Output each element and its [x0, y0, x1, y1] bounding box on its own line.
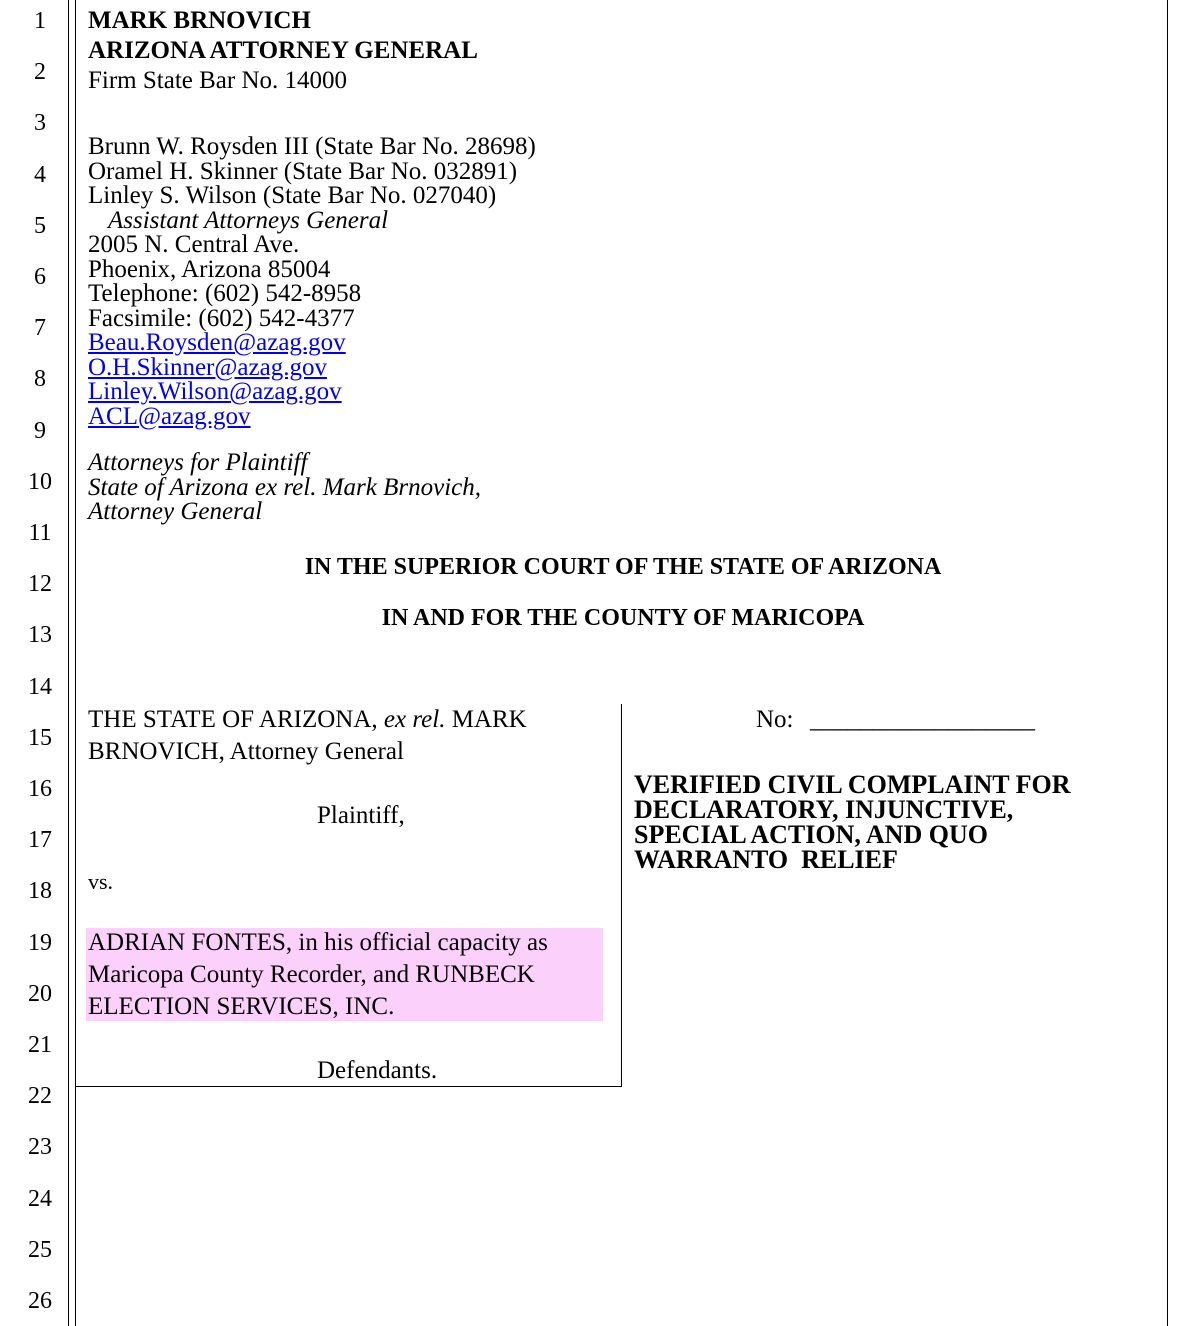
defendants-label: Defendants. [317, 1057, 438, 1084]
line-number: 1 [34, 8, 46, 34]
attorney-general-name: MARK BRNOVICH [88, 7, 311, 34]
counsel-for-line: Attorneys for Plaintiff [88, 449, 308, 476]
address-line: Phoenix, Arizona 85004 [88, 255, 331, 283]
line-number: 5 [34, 213, 46, 239]
line-number: 11 [28, 520, 52, 546]
attorney-line: Linley S. Wilson (State Bar No. 027040) [88, 182, 497, 209]
defendants-caption [88, 927, 548, 1023]
complaint-title-line: SPECIAL ACTION, AND QUO [634, 820, 988, 849]
line-number: 13 [28, 622, 52, 648]
line-number: 2 [34, 59, 46, 85]
line-number: 24 [28, 1186, 52, 1212]
line-number: 6 [34, 264, 46, 290]
line-number: 19 [28, 930, 52, 956]
line-number: 16 [28, 776, 52, 802]
complaint-title [634, 772, 1071, 872]
attorney-general-office: ARIZONA ATTORNEY GENERAL [88, 37, 478, 64]
defendants-line-3: ELECTION SERVICES, INC. [88, 993, 395, 1020]
counsel-for-block [88, 451, 481, 525]
firm-bar-number: Firm State Bar No. 14000 [88, 67, 348, 94]
attorney-block [88, 135, 536, 429]
line-number: 25 [28, 1237, 52, 1263]
attorney-title: Assistant Attorneys General [108, 206, 389, 234]
counsel-for-line: State of Arizona ex rel. Mark Brnovich, [88, 473, 481, 501]
email-link-wilson[interactable]: Linley.Wilson@azag.gov [88, 378, 342, 405]
complaint-title-line: VERIFIED CIVIL COMPLAINT FOR [634, 770, 1071, 799]
line-number: 7 [34, 315, 46, 341]
line-number: 4 [34, 162, 46, 188]
plaintiff-line-2: BRNOVICH, Attorney General [88, 738, 404, 765]
line-number: 3 [34, 110, 46, 136]
line-number: 22 [28, 1083, 52, 1109]
telephone: Telephone: (602) 542-8958 [88, 280, 362, 307]
line-number: 10 [28, 469, 52, 495]
line-number: 20 [28, 981, 52, 1007]
defendants-line-2: Maricopa County Recorder, and RUNBECK [88, 961, 535, 988]
attorney-line: Oramel H. Skinner (State Bar No. 032891) [88, 157, 518, 185]
line-number: 21 [28, 1032, 52, 1058]
line-number: 26 [28, 1288, 52, 1314]
email-link-skinner[interactable]: O.H.Skinner@azag.gov [88, 353, 327, 381]
counsel-for-line: Attorney General [88, 498, 263, 525]
line-number: 12 [28, 571, 52, 597]
line-number: 9 [34, 418, 46, 444]
firm-header [88, 6, 478, 96]
email-link-acl[interactable]: ACL@azag.gov [88, 402, 251, 430]
line-number: 15 [28, 725, 52, 751]
line-number: 14 [28, 674, 52, 700]
address-line: 2005 N. Central Ave. [88, 231, 300, 258]
versus-label: vs. [88, 869, 114, 894]
left-margin-rule-2 [75, 0, 76, 1326]
right-margin-rule [1167, 0, 1168, 1326]
plaintiff-caption [88, 704, 527, 768]
line-number: 23 [28, 1134, 52, 1160]
facsimile: Facsimile: (602) 542-4377 [88, 304, 355, 332]
line-number: 18 [28, 878, 52, 904]
defendants-line-1: ADRIAN FONTES, in his official capacity as [88, 929, 548, 956]
line-number: 8 [34, 366, 46, 392]
left-margin-rule-1 [68, 0, 69, 1326]
case-number-blank: __________________ [810, 706, 1035, 733]
case-number-label: No: [756, 706, 794, 733]
complaint-title-line: WARRANTO RELIEF [634, 845, 898, 874]
complaint-title-line: DECLARATORY, INJUNCTIVE, [634, 795, 1014, 824]
court-title-line-1: IN THE SUPERIOR COURT OF THE STATE OF ARIZONA [304, 554, 942, 580]
court-title-line-2: IN AND FOR THE COUNTY OF MARICOPA [381, 605, 865, 631]
caption-box-right-border [621, 704, 622, 1087]
plaintiff-line-1: THE STATE OF ARIZONA, ex rel. MARK [88, 706, 527, 733]
plaintiff-label: Plaintiff, [317, 802, 405, 829]
attorney-line: Brunn W. Roysden III (State Bar No. 28698) [88, 133, 536, 160]
line-number: 17 [28, 827, 52, 853]
email-link-roysden[interactable]: Beau.Roysden@azag.gov [88, 329, 346, 356]
